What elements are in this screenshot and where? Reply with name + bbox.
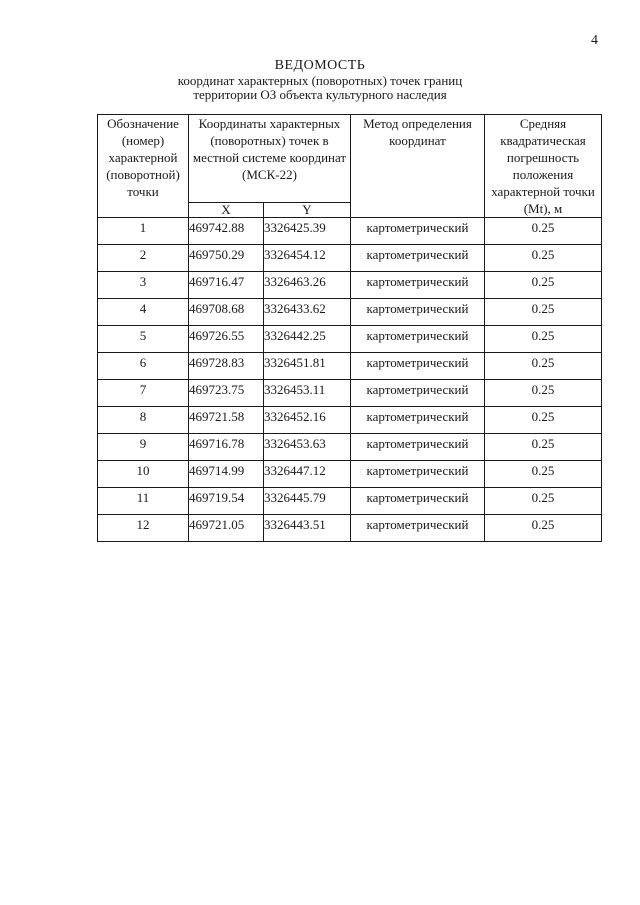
y-coordinate-cell: 3326433.62: [264, 299, 351, 326]
x-coordinate-cell: 469708.68: [189, 299, 264, 326]
x-coordinate-cell: 469716.78: [189, 434, 264, 461]
point-number-cell: 5: [98, 326, 189, 353]
table-row: [98, 245, 602, 272]
method-cell: картометрический: [351, 407, 485, 434]
method-cell: картометрический: [351, 326, 485, 353]
x-coordinate-cell: 469716.47: [189, 272, 264, 299]
y-coordinate-cell: 3326443.51: [264, 515, 351, 542]
error-cell: 0.25: [485, 380, 602, 407]
method-cell: картометрический: [351, 353, 485, 380]
point-number-cell: 3: [98, 272, 189, 299]
error-cell: 0.25: [485, 488, 602, 515]
point-number-cell: 12: [98, 515, 189, 542]
table-header-row: [98, 115, 602, 203]
table-row: [98, 299, 602, 326]
error-cell: 0.25: [485, 353, 602, 380]
method-cell: картометрический: [351, 515, 485, 542]
method-cell: картометрический: [351, 245, 485, 272]
coordinates-table: [97, 114, 602, 542]
point-number-cell: 10: [98, 461, 189, 488]
document-title: [0, 58, 640, 102]
point-number-cell: 8: [98, 407, 189, 434]
table-row: [98, 326, 602, 353]
title-main: ВЕДОМОСТЬ: [274, 58, 366, 73]
error-cell: 0.25: [485, 515, 602, 542]
error-cell: 0.25: [485, 434, 602, 461]
header-coordinates: Координаты характерных (поворотных) точек в местной системе координат (МСК-22): [189, 115, 351, 203]
table-body: [98, 218, 602, 542]
title-line-2: территории ОЗ объекта культурного наследия: [193, 87, 447, 102]
table-row: [98, 461, 602, 488]
point-number-cell: 2: [98, 245, 189, 272]
error-cell: 0.25: [485, 218, 602, 245]
header-designation: Обозначение (номер) характерной (поворотной) точки: [98, 115, 189, 218]
table-row: [98, 488, 602, 515]
page-number: 4: [591, 33, 598, 48]
x-coordinate-cell: 469728.83: [189, 353, 264, 380]
header-x: X: [189, 203, 264, 218]
error-cell: 0.25: [485, 407, 602, 434]
error-cell: 0.25: [485, 326, 602, 353]
method-cell: картометрический: [351, 218, 485, 245]
error-cell: 0.25: [485, 299, 602, 326]
point-number-cell: 11: [98, 488, 189, 515]
table-row: [98, 407, 602, 434]
x-coordinate-cell: 469721.05: [189, 515, 264, 542]
error-cell: 0.25: [485, 461, 602, 488]
point-number-cell: 1: [98, 218, 189, 245]
method-cell: картометрический: [351, 488, 485, 515]
y-coordinate-cell: 3326442.25: [264, 326, 351, 353]
y-coordinate-cell: 3326454.12: [264, 245, 351, 272]
error-cell: 0.25: [485, 245, 602, 272]
table-row: [98, 515, 602, 542]
point-number-cell: 7: [98, 380, 189, 407]
y-coordinate-cell: 3326445.79: [264, 488, 351, 515]
title-line-1: координат характерных (поворотных) точек границ: [177, 73, 463, 88]
header-method: Метод определения координат: [351, 115, 485, 218]
table-row: [98, 218, 602, 245]
table-row: [98, 434, 602, 461]
y-coordinate-cell: 3326453.63: [264, 434, 351, 461]
header-y: Y: [264, 203, 351, 218]
y-coordinate-cell: 3326463.26: [264, 272, 351, 299]
method-cell: картометрический: [351, 299, 485, 326]
point-number-cell: 6: [98, 353, 189, 380]
y-coordinate-cell: 3326451.81: [264, 353, 351, 380]
x-coordinate-cell: 469723.75: [189, 380, 264, 407]
method-cell: картометрический: [351, 272, 485, 299]
method-cell: картометрический: [351, 434, 485, 461]
point-number-cell: 4: [98, 299, 189, 326]
x-coordinate-cell: 469742.88: [189, 218, 264, 245]
y-coordinate-cell: 3326425.39: [264, 218, 351, 245]
method-cell: картометрический: [351, 461, 485, 488]
method-cell: картометрический: [351, 380, 485, 407]
error-cell: 0.25: [485, 272, 602, 299]
x-coordinate-cell: 469750.29: [189, 245, 264, 272]
y-coordinate-cell: 3326452.16: [264, 407, 351, 434]
x-coordinate-cell: 469726.55: [189, 326, 264, 353]
x-coordinate-cell: 469719.54: [189, 488, 264, 515]
table-row: [98, 353, 602, 380]
y-coordinate-cell: 3326447.12: [264, 461, 351, 488]
table-row: [98, 272, 602, 299]
header-error: Средняя квадратическая погрешность положения характерной точки (Mt), м: [485, 115, 602, 218]
point-number-cell: 9: [98, 434, 189, 461]
y-coordinate-cell: 3326453.11: [264, 380, 351, 407]
table-row: [98, 380, 602, 407]
x-coordinate-cell: 469721.58: [189, 407, 264, 434]
x-coordinate-cell: 469714.99: [189, 461, 264, 488]
